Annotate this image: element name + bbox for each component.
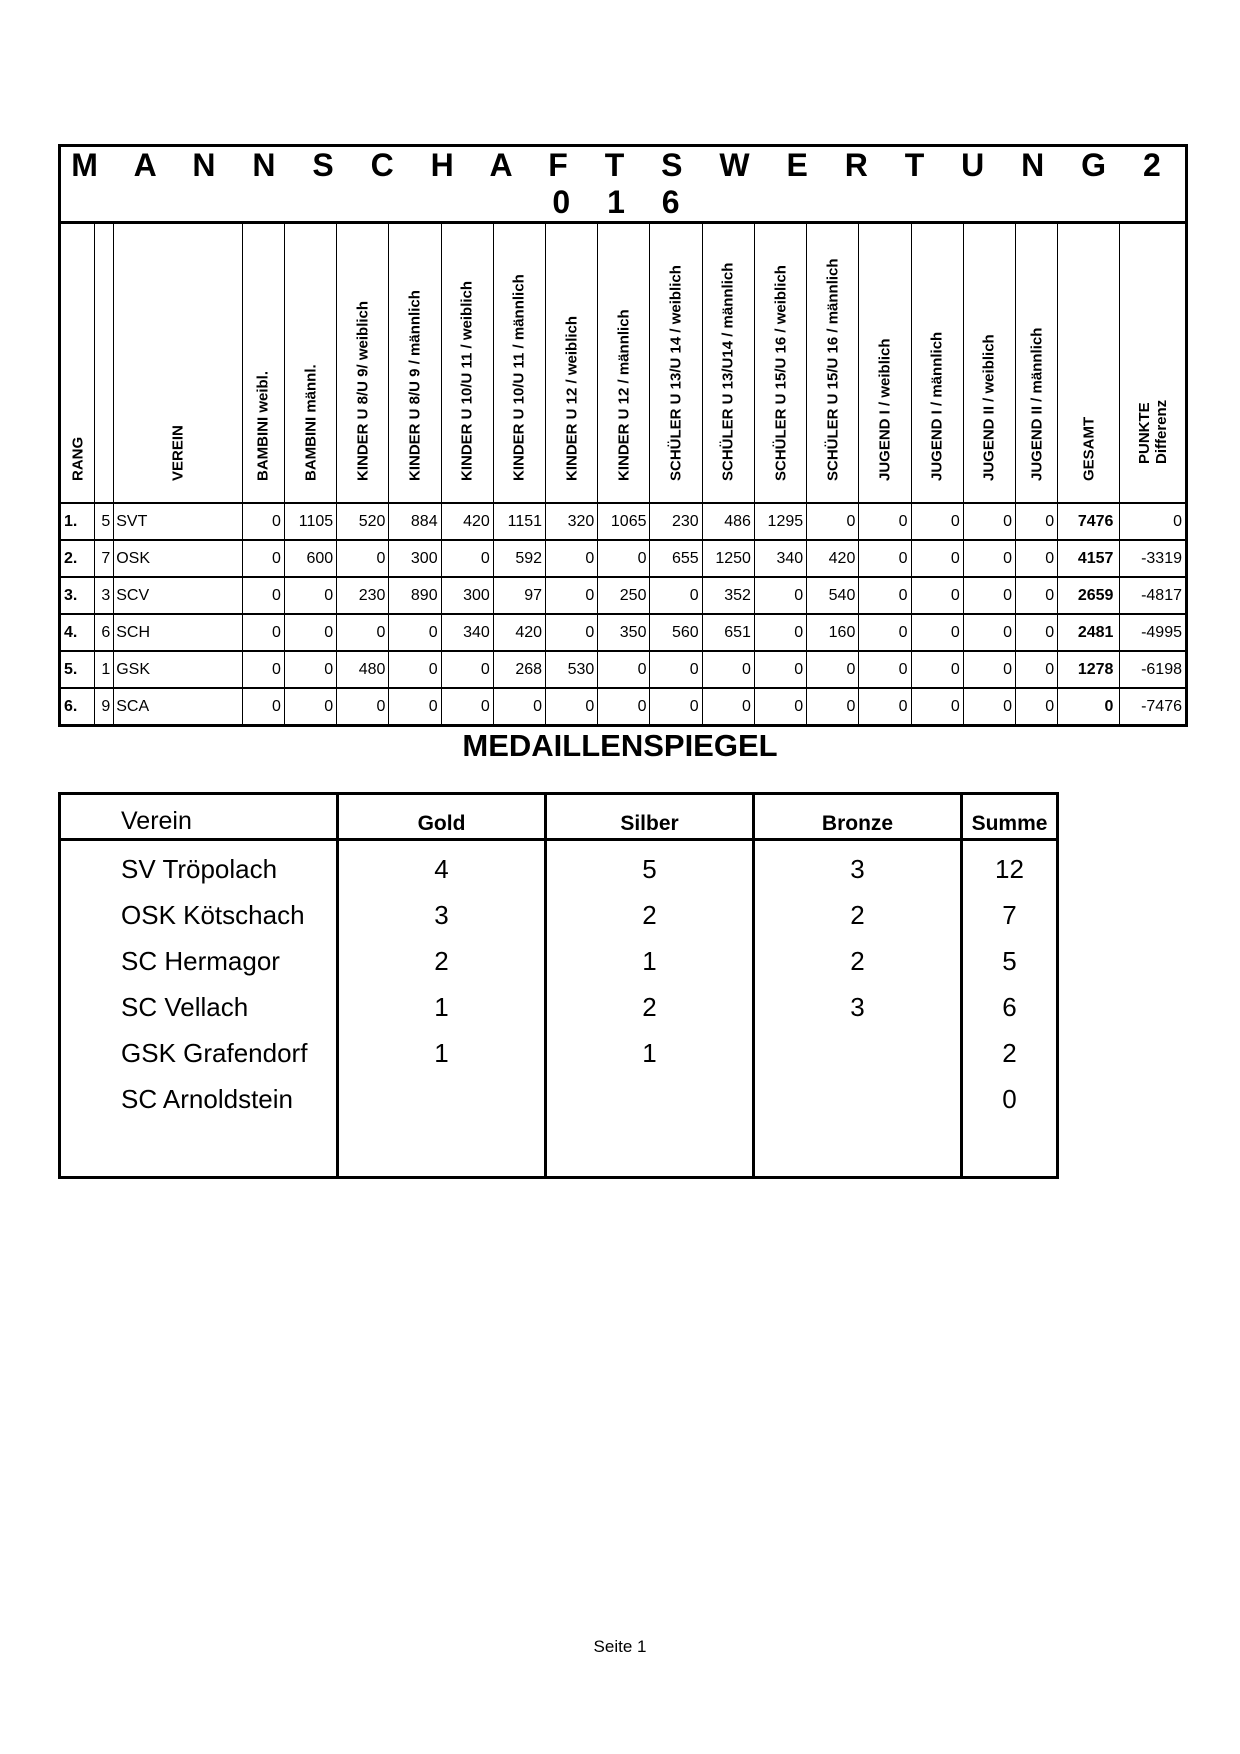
value-cell: 0	[1016, 614, 1058, 651]
value-cell: 420	[493, 614, 545, 651]
value-cell: 0	[650, 577, 702, 614]
value-cell: 420	[441, 503, 493, 540]
header-category-10	[702, 223, 754, 504]
header-category-1-text: BAMBINI weibl.	[254, 370, 272, 481]
value-cell: 0	[911, 577, 963, 614]
verein-cell: SVT	[114, 503, 243, 540]
medal-summe-cell: 12	[995, 853, 1024, 884]
value-cell: 0	[389, 614, 441, 651]
value-cell: 0	[242, 614, 284, 651]
header-category-13-text: JUGEND I / weiblich	[876, 338, 894, 481]
header-category-14	[911, 223, 963, 504]
medal-verein-cell: SC Hermagor	[60, 938, 338, 984]
header-category-4-label	[407, 290, 424, 481]
value-cell: 0	[337, 540, 389, 577]
header-category-8	[598, 223, 650, 504]
medal-summe-cell: 7	[1002, 899, 1017, 930]
table-row	[60, 1076, 1058, 1122]
nr-cell: 5	[95, 503, 114, 540]
empty-cell	[754, 1122, 962, 1178]
value-cell: 0	[546, 614, 598, 651]
header-category-3	[337, 223, 389, 504]
header-punkte-label	[1136, 400, 1170, 464]
value-cell: 0	[963, 614, 1015, 651]
medal-header-verein: Verein	[60, 794, 338, 840]
header-category-2-text: BAMBINI männl.	[302, 364, 320, 481]
verein-cell: OSK	[114, 540, 243, 577]
value-cell: 0	[441, 651, 493, 688]
medal-verein-cell: SC Arnoldstein	[60, 1076, 338, 1122]
header-category-6	[493, 223, 545, 504]
value-cell: 97	[493, 577, 545, 614]
empty-cell	[60, 1122, 338, 1178]
header-category-1	[242, 223, 284, 504]
header-verein-label	[170, 425, 187, 481]
header-category-5-label	[459, 281, 476, 481]
rang-cell: 5.	[60, 651, 95, 688]
mannschaftswertung-table	[58, 144, 1188, 727]
value-cell: 0	[242, 503, 284, 540]
gesamt-cell: 7476	[1058, 503, 1120, 540]
value-cell: 230	[650, 503, 702, 540]
value-cell: 0	[702, 688, 754, 726]
table-row	[60, 892, 1058, 938]
header-category-12	[807, 223, 859, 504]
medal-verein-cell: OSK Kötschach	[60, 892, 338, 938]
value-cell: 651	[702, 614, 754, 651]
header-category-5-text: KINDER U 10/U 11 / weiblich	[458, 280, 476, 481]
value-cell: 300	[441, 577, 493, 614]
value-cell: 250	[598, 577, 650, 614]
header-category-4-text: KINDER U 8/U 9 / männlich	[406, 290, 424, 481]
medal-bronze-cell: 2	[754, 892, 962, 938]
value-cell: 0	[963, 577, 1015, 614]
header-category-14-text: JUGEND I / männlich	[928, 331, 946, 481]
verein-cell: SCA	[114, 688, 243, 726]
header-rang-label	[69, 437, 86, 481]
header-category-15-text: JUGEND II / weiblich	[980, 334, 998, 481]
spacer-row	[60, 1122, 1058, 1178]
gesamt-cell: 2481	[1058, 614, 1120, 651]
medal-silber-cell: 1	[546, 938, 754, 984]
value-cell: 0	[242, 688, 284, 726]
header-category-16	[1016, 223, 1058, 504]
table-row	[60, 984, 1058, 1030]
header-category-7-text: KINDER U 12 / weiblich	[563, 315, 581, 481]
value-cell: 0	[546, 688, 598, 726]
header-category-6-text: KINDER U 10/U 11 / männlich	[510, 274, 528, 481]
value-cell: 0	[911, 651, 963, 688]
header-category-4	[389, 223, 441, 504]
header-punkte-text: PUNKTE	[1135, 402, 1153, 464]
medal-bronze-cell	[754, 1076, 962, 1122]
header-category-7-label	[563, 316, 580, 481]
gesamt-cell: 4157	[1058, 540, 1120, 577]
header-category-5	[441, 223, 493, 504]
medal-bronze-cell: 2	[754, 938, 962, 984]
medal-summe-cell: 6	[1002, 991, 1017, 1022]
header-category-16-label	[1028, 328, 1045, 481]
medal-summe-cell: 2	[1002, 1037, 1017, 1068]
table-row	[60, 688, 1187, 726]
header-punkte-text-2: Differenz	[1152, 399, 1170, 464]
header-category-10-label	[720, 263, 737, 481]
wertung-header-row	[60, 223, 1187, 504]
value-cell: 0	[389, 651, 441, 688]
medal-header-row	[60, 794, 1058, 840]
table-row	[60, 840, 1058, 893]
differenz-cell: 0	[1120, 503, 1187, 540]
medal-silber-cell: 5	[546, 840, 754, 893]
medal-gold-cell: 1	[338, 1030, 546, 1076]
medal-summe-cell: 0	[1002, 1083, 1017, 1114]
value-cell: 0	[650, 688, 702, 726]
value-cell: 0	[754, 688, 806, 726]
header-gesamt-text: GESAMT	[1080, 416, 1098, 481]
header-category-6-label	[511, 274, 528, 481]
value-cell: 0	[598, 688, 650, 726]
value-cell: 0	[754, 614, 806, 651]
differenz-cell: -6198	[1120, 651, 1187, 688]
rang-cell: 1.	[60, 503, 95, 540]
verein-cell: SCV	[114, 577, 243, 614]
value-cell: 1065	[598, 503, 650, 540]
value-cell: 0	[859, 651, 911, 688]
medal-verein-cell: GSK Grafendorf	[60, 1030, 338, 1076]
value-cell: 890	[389, 577, 441, 614]
medal-summe-cell: 5	[1002, 945, 1017, 976]
table-row	[60, 1030, 1058, 1076]
value-cell: 0	[859, 577, 911, 614]
header-category-9-label	[668, 265, 685, 481]
gesamt-cell: 0	[1058, 688, 1120, 726]
value-cell: 0	[911, 540, 963, 577]
value-cell: 0	[911, 688, 963, 726]
value-cell: 560	[650, 614, 702, 651]
rang-cell: 3.	[60, 577, 95, 614]
medal-header-bronze: Bronze	[754, 794, 962, 840]
table-row	[60, 614, 1187, 651]
value-cell: 0	[963, 651, 1015, 688]
gesamt-cell: 2659	[1058, 577, 1120, 614]
header-gesamt-label	[1080, 417, 1097, 481]
value-cell: 0	[441, 540, 493, 577]
differenz-cell: -7476	[1120, 688, 1187, 726]
value-cell: 655	[650, 540, 702, 577]
table-row	[60, 577, 1187, 614]
header-category-9-text: SCHÜLER U 13/U 14 / weiblich	[667, 265, 685, 481]
header-category-7	[546, 223, 598, 504]
value-cell: 530	[546, 651, 598, 688]
value-cell: 0	[754, 651, 806, 688]
header-category-3-text: KINDER U 8/U 9/ weiblich	[354, 300, 372, 481]
header-category-9	[650, 223, 702, 504]
value-cell: 0	[754, 577, 806, 614]
medal-header-summe: Summe	[962, 794, 1058, 840]
header-category-12-label	[824, 258, 841, 481]
table-row	[60, 651, 1187, 688]
header-category-10-text: SCHÜLER U 13/U14 / männlich	[719, 262, 737, 481]
medal-bronze-cell: 3	[754, 840, 962, 893]
medal-bronze-cell: 3	[754, 984, 962, 1030]
medal-gold-cell	[338, 1076, 546, 1122]
rang-cell: 6.	[60, 688, 95, 726]
value-cell: 480	[337, 651, 389, 688]
value-cell: 340	[754, 540, 806, 577]
header-rang	[60, 223, 95, 504]
differenz-cell: -4817	[1120, 577, 1187, 614]
value-cell: 0	[598, 651, 650, 688]
value-cell: 520	[337, 503, 389, 540]
wertung-title: M A N N S C H A F T S W E R T U N G 2 0 1 6	[60, 146, 1187, 223]
nr-cell: 1	[95, 651, 114, 688]
header-nr	[95, 223, 114, 504]
value-cell: 0	[859, 688, 911, 726]
value-cell: 0	[1016, 688, 1058, 726]
header-verein-text: VEREIN	[169, 425, 187, 481]
nr-cell: 6	[95, 614, 114, 651]
verein-cell: GSK	[114, 651, 243, 688]
value-cell: 0	[650, 651, 702, 688]
header-rang-text: RANG	[69, 436, 87, 481]
value-cell: 1105	[284, 503, 336, 540]
header-category-2-label	[302, 364, 319, 481]
value-cell: 0	[493, 688, 545, 726]
value-cell: 0	[284, 651, 336, 688]
header-category-8-label	[615, 309, 632, 481]
value-cell: 0	[963, 688, 1015, 726]
header-category-13	[859, 223, 911, 504]
differenz-cell: -3319	[1120, 540, 1187, 577]
header-category-12-text: SCHÜLER U 15/U 16 / männlich	[824, 258, 842, 481]
value-cell: 600	[284, 540, 336, 577]
value-cell: 1151	[493, 503, 545, 540]
empty-cell	[338, 1122, 546, 1178]
medal-verein-cell: SC Vellach	[60, 984, 338, 1030]
value-cell: 268	[493, 651, 545, 688]
header-category-11-label	[772, 265, 789, 481]
value-cell: 0	[807, 503, 859, 540]
value-cell: 0	[284, 614, 336, 651]
value-cell: 300	[389, 540, 441, 577]
header-punkte	[1120, 223, 1187, 504]
value-cell: 0	[963, 540, 1015, 577]
value-cell: 0	[284, 577, 336, 614]
header-category-1-label	[255, 371, 272, 481]
empty-cell	[546, 1122, 754, 1178]
header-gesamt	[1058, 223, 1120, 504]
value-cell: 0	[242, 577, 284, 614]
medal-silber-cell: 2	[546, 984, 754, 1030]
verein-cell: SCH	[114, 614, 243, 651]
value-cell: 0	[911, 614, 963, 651]
value-cell: 0	[389, 688, 441, 726]
value-cell: 0	[859, 614, 911, 651]
value-cell: 0	[1016, 651, 1058, 688]
nr-cell: 3	[95, 577, 114, 614]
value-cell: 0	[284, 688, 336, 726]
header-category-2	[284, 223, 336, 504]
medal-gold-cell: 3	[338, 892, 546, 938]
header-category-14-label	[929, 332, 946, 481]
table-row	[60, 938, 1058, 984]
value-cell: 0	[337, 688, 389, 726]
value-cell: 0	[807, 688, 859, 726]
value-cell: 0	[337, 614, 389, 651]
value-cell: 0	[807, 651, 859, 688]
header-category-3-label	[354, 301, 371, 481]
medal-bronze-cell	[754, 1030, 962, 1076]
value-cell: 320	[546, 503, 598, 540]
table-row	[60, 540, 1187, 577]
value-cell: 0	[859, 540, 911, 577]
header-category-15	[963, 223, 1015, 504]
medal-gold-cell: 2	[338, 938, 546, 984]
value-cell: 0	[1016, 577, 1058, 614]
value-cell: 0	[546, 540, 598, 577]
header-category-11	[754, 223, 806, 504]
value-cell: 0	[1016, 540, 1058, 577]
medal-verein-cell: SV Tröpolach	[60, 840, 338, 893]
value-cell: 0	[242, 540, 284, 577]
rang-cell: 4.	[60, 614, 95, 651]
page-number: Seite 1	[593, 1637, 647, 1656]
value-cell: 230	[337, 577, 389, 614]
value-cell: 0	[911, 503, 963, 540]
medal-silber-cell	[546, 1076, 754, 1122]
value-cell: 592	[493, 540, 545, 577]
value-cell: 420	[807, 540, 859, 577]
medal-silber-cell: 1	[546, 1030, 754, 1076]
value-cell: 352	[702, 577, 754, 614]
value-cell: 0	[702, 651, 754, 688]
header-category-11-text: SCHÜLER U 15/U 16 / weiblich	[772, 265, 790, 481]
differenz-cell: -4995	[1120, 614, 1187, 651]
value-cell: 340	[441, 614, 493, 651]
value-cell: 0	[598, 540, 650, 577]
header-category-16-text: JUGEND II / männlich	[1028, 327, 1046, 481]
medal-silber-cell: 2	[546, 892, 754, 938]
header-verein	[114, 223, 243, 504]
gesamt-cell: 1278	[1058, 651, 1120, 688]
empty-cell	[962, 1122, 1058, 1178]
table-row	[60, 503, 1187, 540]
value-cell: 160	[807, 614, 859, 651]
header-category-8-text: KINDER U 12 / männlich	[615, 309, 633, 481]
value-cell: 1295	[754, 503, 806, 540]
medal-gold-cell: 4	[338, 840, 546, 893]
medaillenspiegel-table	[58, 792, 1059, 1179]
value-cell: 540	[807, 577, 859, 614]
value-cell: 0	[1016, 503, 1058, 540]
value-cell: 0	[963, 503, 1015, 540]
value-cell: 1250	[702, 540, 754, 577]
medal-header-silber: Silber	[546, 794, 754, 840]
header-category-13-label	[876, 338, 893, 481]
value-cell: 486	[702, 503, 754, 540]
nr-cell: 9	[95, 688, 114, 726]
value-cell: 0	[859, 503, 911, 540]
value-cell: 350	[598, 614, 650, 651]
value-cell: 0	[242, 651, 284, 688]
medal-header-gold: Gold	[338, 794, 546, 840]
value-cell: 884	[389, 503, 441, 540]
value-cell: 0	[441, 688, 493, 726]
medaillenspiegel-title: MEDAILLENSPIEGEL	[462, 728, 778, 763]
nr-cell: 7	[95, 540, 114, 577]
header-category-15-label	[981, 334, 998, 481]
value-cell: 0	[546, 577, 598, 614]
rang-cell: 2.	[60, 540, 95, 577]
medal-gold-cell: 1	[338, 984, 546, 1030]
